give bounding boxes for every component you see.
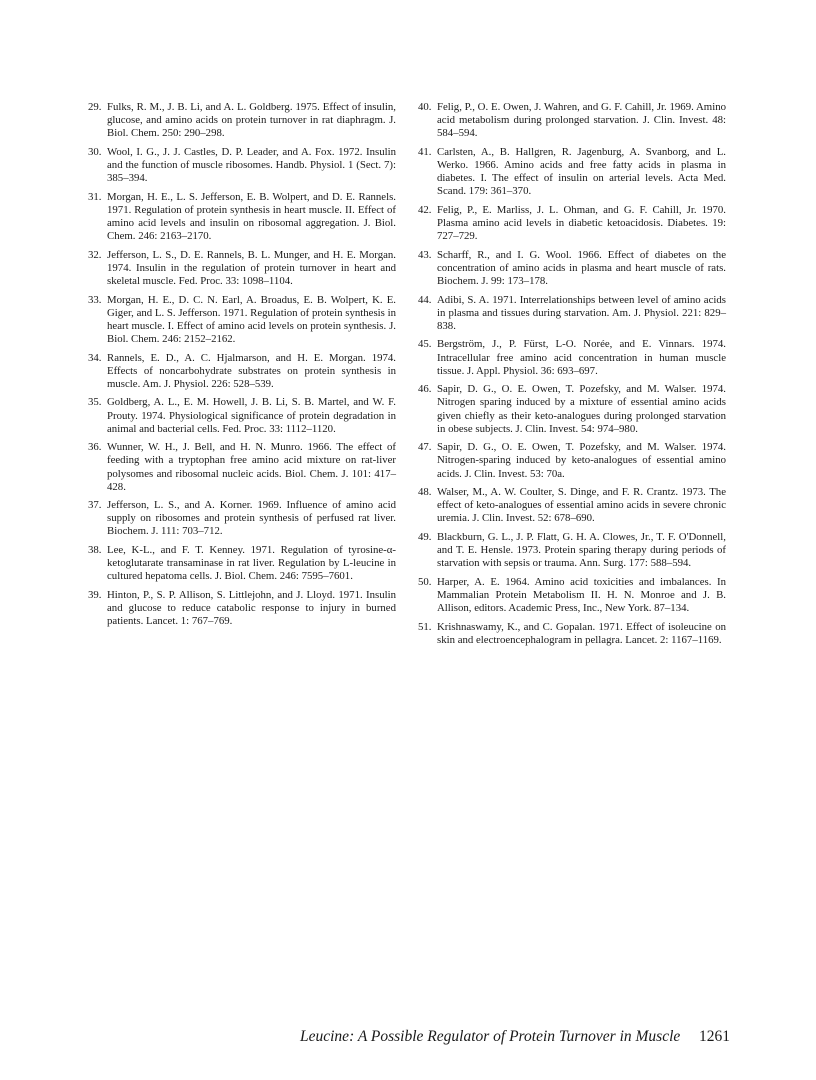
reference-item (418, 249, 726, 288)
reference-number: 41. (418, 145, 432, 158)
reference-item (418, 383, 726, 435)
reference-number: 40. (418, 101, 432, 113)
reference-number: 51. (418, 620, 432, 633)
reference-item (418, 101, 726, 140)
reference-number: 31. (88, 190, 102, 203)
reference-column-left (88, 101, 396, 634)
reference-number: 44. (418, 293, 432, 306)
reference-item (418, 486, 726, 525)
reference-item (418, 576, 726, 615)
reference-text: Lee, K-L., and F. T. Kenney. 1971. Regulation of tyrosine-α-ketoglutarate transaminase in rat liver. Regulation by L-leucine in cultured hepatoma cells. J. Biol. Chem. 246: 7595–7601. (107, 544, 396, 583)
reference-number: 29. (88, 101, 102, 113)
reference-number: 50. (418, 575, 432, 588)
reference-number: 30. (88, 145, 102, 158)
reference-item (88, 352, 396, 391)
reference-number: 48. (418, 486, 432, 499)
reference-number: 42. (418, 203, 432, 216)
reference-item (418, 621, 726, 647)
reference-item (88, 146, 396, 185)
reference-text: Felig, P., O. E. Owen, J. Wahren, and G. F. Cahill, Jr. 1969. Amino acid metabolism during prolonged starvation. J. Clin. Invest. 48: 584–594. (437, 101, 726, 140)
reference-item (418, 531, 726, 570)
reference-number: 46. (418, 383, 432, 396)
reference-text: Krishnaswamy, K., and C. Gopalan. 1971. Effect of isoleucine on skin and electroencephalogram in pellagra. Lancet. 2: 1167–1169. (437, 620, 726, 646)
reference-number: 34. (88, 351, 102, 364)
reference-item (88, 249, 396, 288)
reference-item (418, 204, 726, 243)
reference-text: Wool, I. G., J. J. Castles, D. P. Leader, and A. Fox. 1972. Insulin and the function of muscle ribosomes. Handb. Physiol. 1 (Sect. 7): 385–394. (107, 145, 396, 185)
reference-number: 45. (418, 338, 432, 351)
reference-text: Carlsten, A., B. Hallgren, R. Jagenburg, A. Svanborg, and L. Werko. 1966. Amino acids and free fatty acids in plasma in diabetes. I. The effect of insulin on arterial levels. Acta Med. Scand. 179: 361–370. (437, 145, 726, 198)
reference-item (88, 191, 396, 243)
reference-number: 36. (88, 441, 102, 454)
reference-text: Blackburn, G. L., J. P. Flatt, G. H. A. Clowes, Jr., T. F. O'Donnell, and T. E. Hensle. 1973. Protein sparing therapy during periods of starvation with sepsis or trauma. Ann. Surg. 177: 588–594. (437, 531, 726, 570)
reference-text: Harper, A. E. 1964. Amino acid toxicities and imbalances. In Mammalian Protein Metabolism II. H. N. Monroe and J. B. Allison, editors. Academic Press, Inc., New York. 87–134. (437, 575, 726, 615)
reference-text: Felig, P., E. Marliss, J. L. Ohman, and G. F. Cahill, Jr. 1970. Plasma amino acid levels in diabetic ketoacidosis. Diabetes. 19: 727–729. (437, 203, 726, 243)
reference-item (418, 294, 726, 333)
reference-text: Rannels, E. D., A. C. Hjalmarson, and H. E. Morgan. 1974. Effects of noncarbohydrate substrates on protein synthesis in muscle. Am. J. Physiol. 226: 528–539. (107, 351, 396, 390)
reference-text: Sapir, D. G., O. E. Owen, T. Pozefsky, and M. Walser. 1974. Nitrogen sparing induced by a mixture of essential amino acids given chiefly as their keto-analogues during prolonged starvation in obese subjects. J. Clin. Invest. 54: 974–980. (437, 383, 726, 435)
reference-text: Jefferson, L. S., and A. Korner. 1969. Influence of amino acid supply on ribosomes and protein synthesis of perfused rat liver. Biochem. J. 111: 703–712. (107, 499, 396, 538)
reference-column-right (418, 101, 726, 653)
reference-item (88, 396, 396, 435)
reference-number: 39. (88, 589, 102, 602)
reference-item (88, 441, 396, 493)
page-number: 1261 (699, 1028, 730, 1045)
reference-item (88, 101, 396, 140)
reference-text: Morgan, H. E., L. S. Jefferson, E. B. Wolpert, and D. E. Rannels. 1971. Regulation of protein synthesis in heart muscle. II. Effect of amino acid levels and insulin on ribosomal aggregation. J. Biol. Chem. 246: 2163–2170. (107, 190, 396, 243)
reference-number: 38. (88, 544, 102, 557)
reference-text: Morgan, H. E., D. C. N. Earl, A. Broadus, E. B. Wolpert, K. E. Giger, and L. S. Jefferson. 1971. Regulation of protein synthesis in heart muscle. I. Effect of amino acid levels on protein synthesis. J. Biol. Chem. 246: 2152–2162. (107, 293, 396, 345)
reference-number: 32. (88, 248, 102, 261)
reference-text: Walser, M., A. W. Coulter, S. Dinge, and F. R. Crantz. 1973. The effect of keto-analogues of essential amino acids in severe chronic uremia. J. Clin. Invest. 52: 678–690. (437, 486, 726, 525)
reference-text: Goldberg, A. L., E. M. Howell, J. B. Li, S. B. Martel, and W. F. Prouty. 1974. Physiological significance of protein degradation in animal and bacterial cells. Fed. Proc. 33: 1112–1120. (107, 396, 396, 435)
reference-text: Bergström, J., P. Fürst, L-O. Norée, and E. Vinnars. 1974. Intracellular free amino acid concentration in human muscle tissue. J. Appl. Physiol. 36: 693–697. (437, 338, 726, 377)
reference-number: 47. (418, 441, 432, 454)
reference-text: Hinton, P., S. P. Allison, S. Littlejohn, and J. Lloyd. 1971. Insulin and glucose to reduce catabolic response to injury in burned patients. Lancet. 1: 767–769. (107, 589, 396, 628)
reference-item (418, 146, 726, 198)
reference-item (418, 441, 726, 480)
reference-item (88, 589, 396, 628)
reference-item (88, 499, 396, 538)
reference-text: Jefferson, L. S., D. E. Rannels, B. L. Munger, and H. E. Morgan. 1974. Insulin in the regulation of protein turnover in heart and skeletal muscle. Fed. Proc. 33: 1098–1104. (107, 248, 396, 287)
reference-item (418, 338, 726, 377)
reference-number: 37. (88, 499, 102, 512)
reference-text: Scharff, R., and I. G. Wool. 1966. Effect of diabetes on the concentration of amino acids in plasma and heart muscle of rats. Biochem. J. 99: 173–178. (437, 248, 726, 287)
reference-item (88, 544, 396, 583)
reference-text: Sapir, D. G., O. E. Owen, T. Pozefsky, and M. Walser. 1974. Nitrogen-sparing induced by keto-analogues of essential amino acids. J. Clin. Invest. 53: 70a. (437, 441, 726, 480)
reference-number: 35. (88, 396, 102, 409)
running-title: Leucine: A Possible Regulator of Protein Turnover in Muscle (300, 1028, 681, 1045)
reference-text: Fulks, R. M., J. B. Li, and A. L. Goldberg. 1975. Effect of insulin, glucose, and amino acids on protein turnover in rat diaphragm. J. Biol. Chem. 250: 290–298. (107, 101, 396, 140)
reference-item (88, 294, 396, 346)
reference-text: Adibi, S. A. 1971. Interrelationships between level of amino acids in plasma and tissues during starvation. Am. J. Physiol. 221: 829–838. (437, 293, 726, 332)
reference-number: 43. (418, 248, 432, 261)
reference-number: 49. (418, 531, 432, 544)
reference-number: 33. (88, 293, 102, 306)
reference-text: Wunner, W. H., J. Bell, and H. N. Munro. 1966. The effect of feeding with a tryptophan free amino acid mixture on rat-liver polysomes and ribosomal nucleic acids. Biol. Chem. J. 101: 417–428. (107, 441, 396, 493)
